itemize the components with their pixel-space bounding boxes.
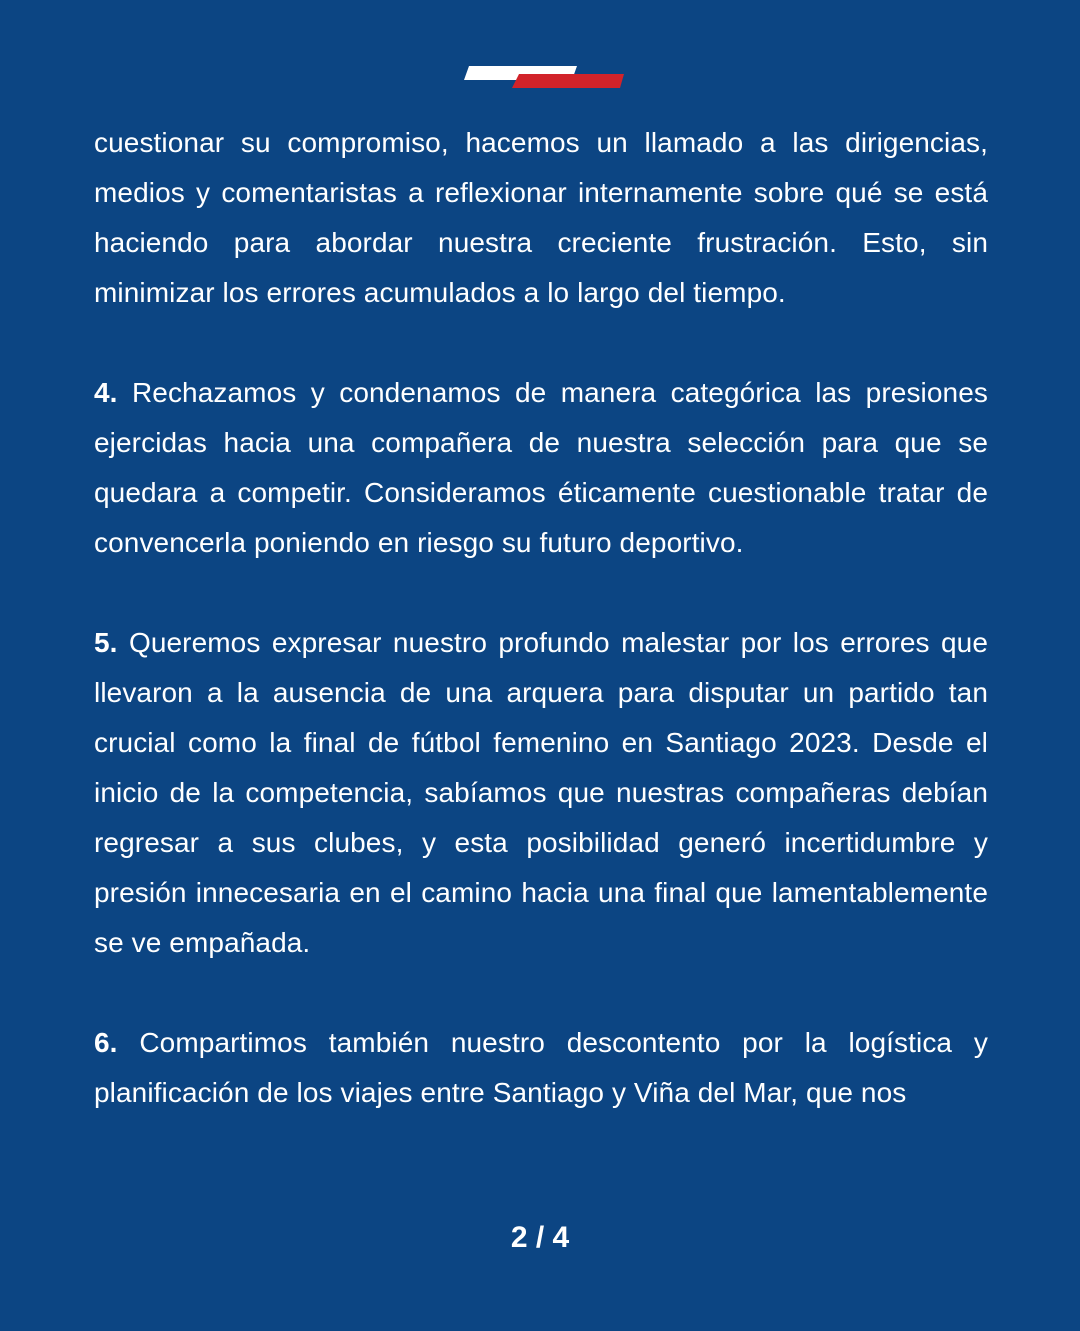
statement-body: [94, 118, 988, 1118]
paragraph-number: 5.: [94, 627, 118, 658]
paragraph-text: cuestionar su compromiso, hacemos un llamado a las dirigencias, medios y comentaristas a reflexionar internamente sobre qué se está haciendo para abordar nuestra creciente frustración. Esto, sin minimizar los errores acumulados a lo largo del tiempo.: [94, 127, 988, 308]
paragraph-point-5: [94, 618, 988, 968]
page-indicator: 2 / 4: [510, 1221, 570, 1254]
paragraph-point-4: [94, 368, 988, 568]
paragraph-number: 6.: [94, 1027, 118, 1058]
flag-stripes-icon: [462, 64, 626, 90]
paragraph-text: Rechazamos y condenamos de manera categórica las presiones ejercidas hacia una compañera de nuestra selección para que se quedara a competir. Consideramos éticamente cuestionable tratar de convencerla poniendo en riesgo su futuro deportivo.: [94, 377, 988, 558]
paragraph-point-6: [94, 1018, 988, 1118]
paragraph-text: Compartimos también nuestro descontento por la logística y planificación de los viajes entre Santiago y Viña del Mar, que nos: [94, 1027, 988, 1108]
flag-red-stripe: [512, 74, 624, 88]
paragraph-continued: [94, 118, 988, 318]
paragraph-text: Queremos expresar nuestro profundo malestar por los errores que llevaron a la ausencia de una arquera para disputar un partido tan crucial como la final de fútbol femenino en Santiago 2023. Desde el inicio de la competencia, sabíamos que nuestras compañeras debían regresar a sus clubes, y esta posibilidad generó incertidumbre y presión innecesaria en el camino hacia una final que lamentablemente se ve empañada.: [94, 627, 988, 958]
paragraph-number: 4.: [94, 377, 118, 408]
